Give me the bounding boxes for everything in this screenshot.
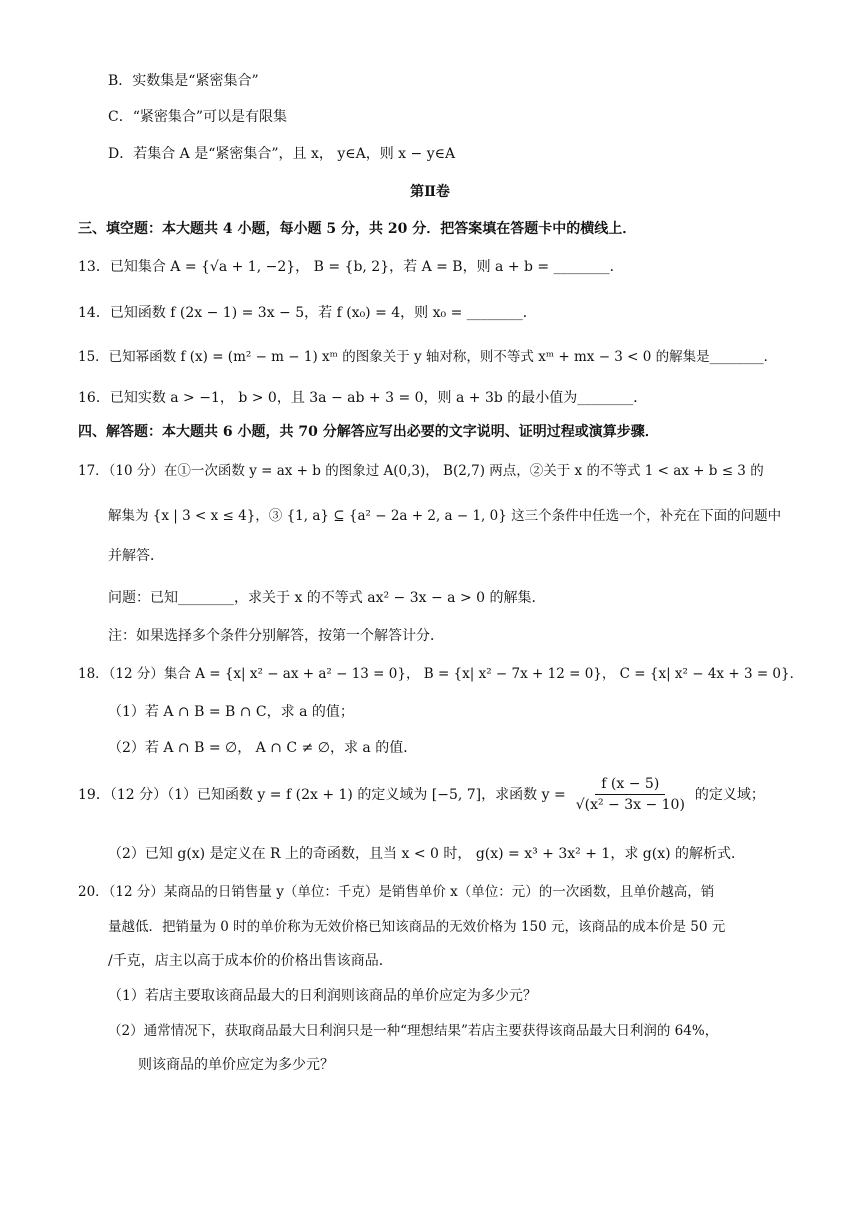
option-c: C．“紧密集合”可以是有限集 [108,109,288,125]
section-title: 第Ⅱ卷 [410,184,450,200]
option-b: B．实数集是“紧密集合” [108,73,259,89]
part4-heading: 四、解答题：本大题共 6 小题，共 70 分解答应写出必要的文字说明、证明过程或演算步骤． [78,424,659,440]
question-19-part-1 [78,774,765,815]
question-19-fraction [570,774,691,815]
question-20-line-2: 量越低．把销量为 0 时的单价称为无效价格已知该商品的无效价格为 150 元，该商品的成本价是 50 元 [108,919,726,935]
question-20-part-2-line-1: （2）通常情况下，获取商品最大日利润只是一种“理想结果”若店主要获得该商品最大日利润的 64%， [108,1023,719,1039]
question-20-line-3: /千克，店主以高于成本价的价格出售该商品． [108,953,393,969]
question-18: 18．（12 分）集合 A = {x| x² − ax + a² − 13 = 0}， B = {x| x² − 7x + 12 = 0}， C = {x| x² − 4x + 3 = 0}． [78,666,804,682]
question-18-part-1: （1）若 A ∩ B = B ∩ C，求 a 的值； [108,704,354,720]
question-20-part-1: （1）若店主要取该商品最大的日利润则该商品的单价应定为多少元？ [108,988,537,1004]
question-14: 14．已知函数 f (2x − 1) = 3x − 5，若 f (x₀) = 4，则 x₀ = ________． [78,305,537,321]
question-15: 15．已知幂函数 f (x) = (m² − m − 1) xᵐ 的图象关于 y 轴对称，则不等式 xᵐ + mx − 3 < 0 的解集是________． [78,349,778,365]
question-17-line-2: 解集为 {x | 3 < x ≤ 4}，③ {1, a} ⊆ {a² − 2a + 2, a − 1, 0} 这三个条件中任选一个，补充在下面的问题中 [108,508,782,524]
question-17-line-4: 问题：已知________，求关于 x 的不等式 ax² − 3x − a > 0 的解集． [108,590,546,606]
question-19-prefix: 19．（12 分）（1）已知函数 y = f (2x + 1) 的定义域为 [−5, 7]，求函数 y = [78,786,566,803]
question-19-numerator: f (x − 5) [595,774,665,795]
question-19-part-2: （2）已知 g(x) 是定义在 R 上的奇函数，且当 x < 0 时， g(x) = x³ + 3x² + 1，求 g(x) 的解析式． [108,846,745,862]
question-13: 13．已知集合 A = {√a + 1, −2}， B = {b, 2}，若 A = B，则 a + b = ________． [78,259,624,275]
question-16: 16．已知实数 a > −1， b > 0，且 3a − ab + 3 = 0，则 a + 3b 的最小值为________． [78,390,648,406]
question-20-part-2-line-2: 则该商品的单价应定为多少元？ [138,1057,334,1073]
question-19-denominator: √(x² − 3x − 10) [575,797,685,813]
question-17-line-3: 并解答． [108,548,164,564]
question-17-line-1: 17．（10 分）在①一次函数 y = ax + b 的图象过 A(0,3)， B(2,7) 两点，②关于 x 的不等式 1 < ax + b ≤ 3 的 [78,463,764,479]
part3-heading: 三、填空题：本大题共 4 小题，每小题 5 分，共 20 分．把答案填在答题卡中的横线上． [78,221,637,237]
option-d: D．若集合 A 是“紧密集合”，且 x， y∈A，则 x − y∈A [108,146,456,162]
question-20-line-1: 20．（12 分）某商品的日销售量 y（单位：千克）是销售单价 x（单位：元）的一次函数，且单价越高，销 [78,884,715,900]
question-17-note: 注：如果选择多个条件分别解答，按第一个解答计分． [108,628,444,644]
question-19-suffix: 的定义域； [694,786,765,803]
question-18-part-2: （2）若 A ∩ B = ∅， A ∩ C ≠ ∅，求 a 的值． [108,740,418,756]
